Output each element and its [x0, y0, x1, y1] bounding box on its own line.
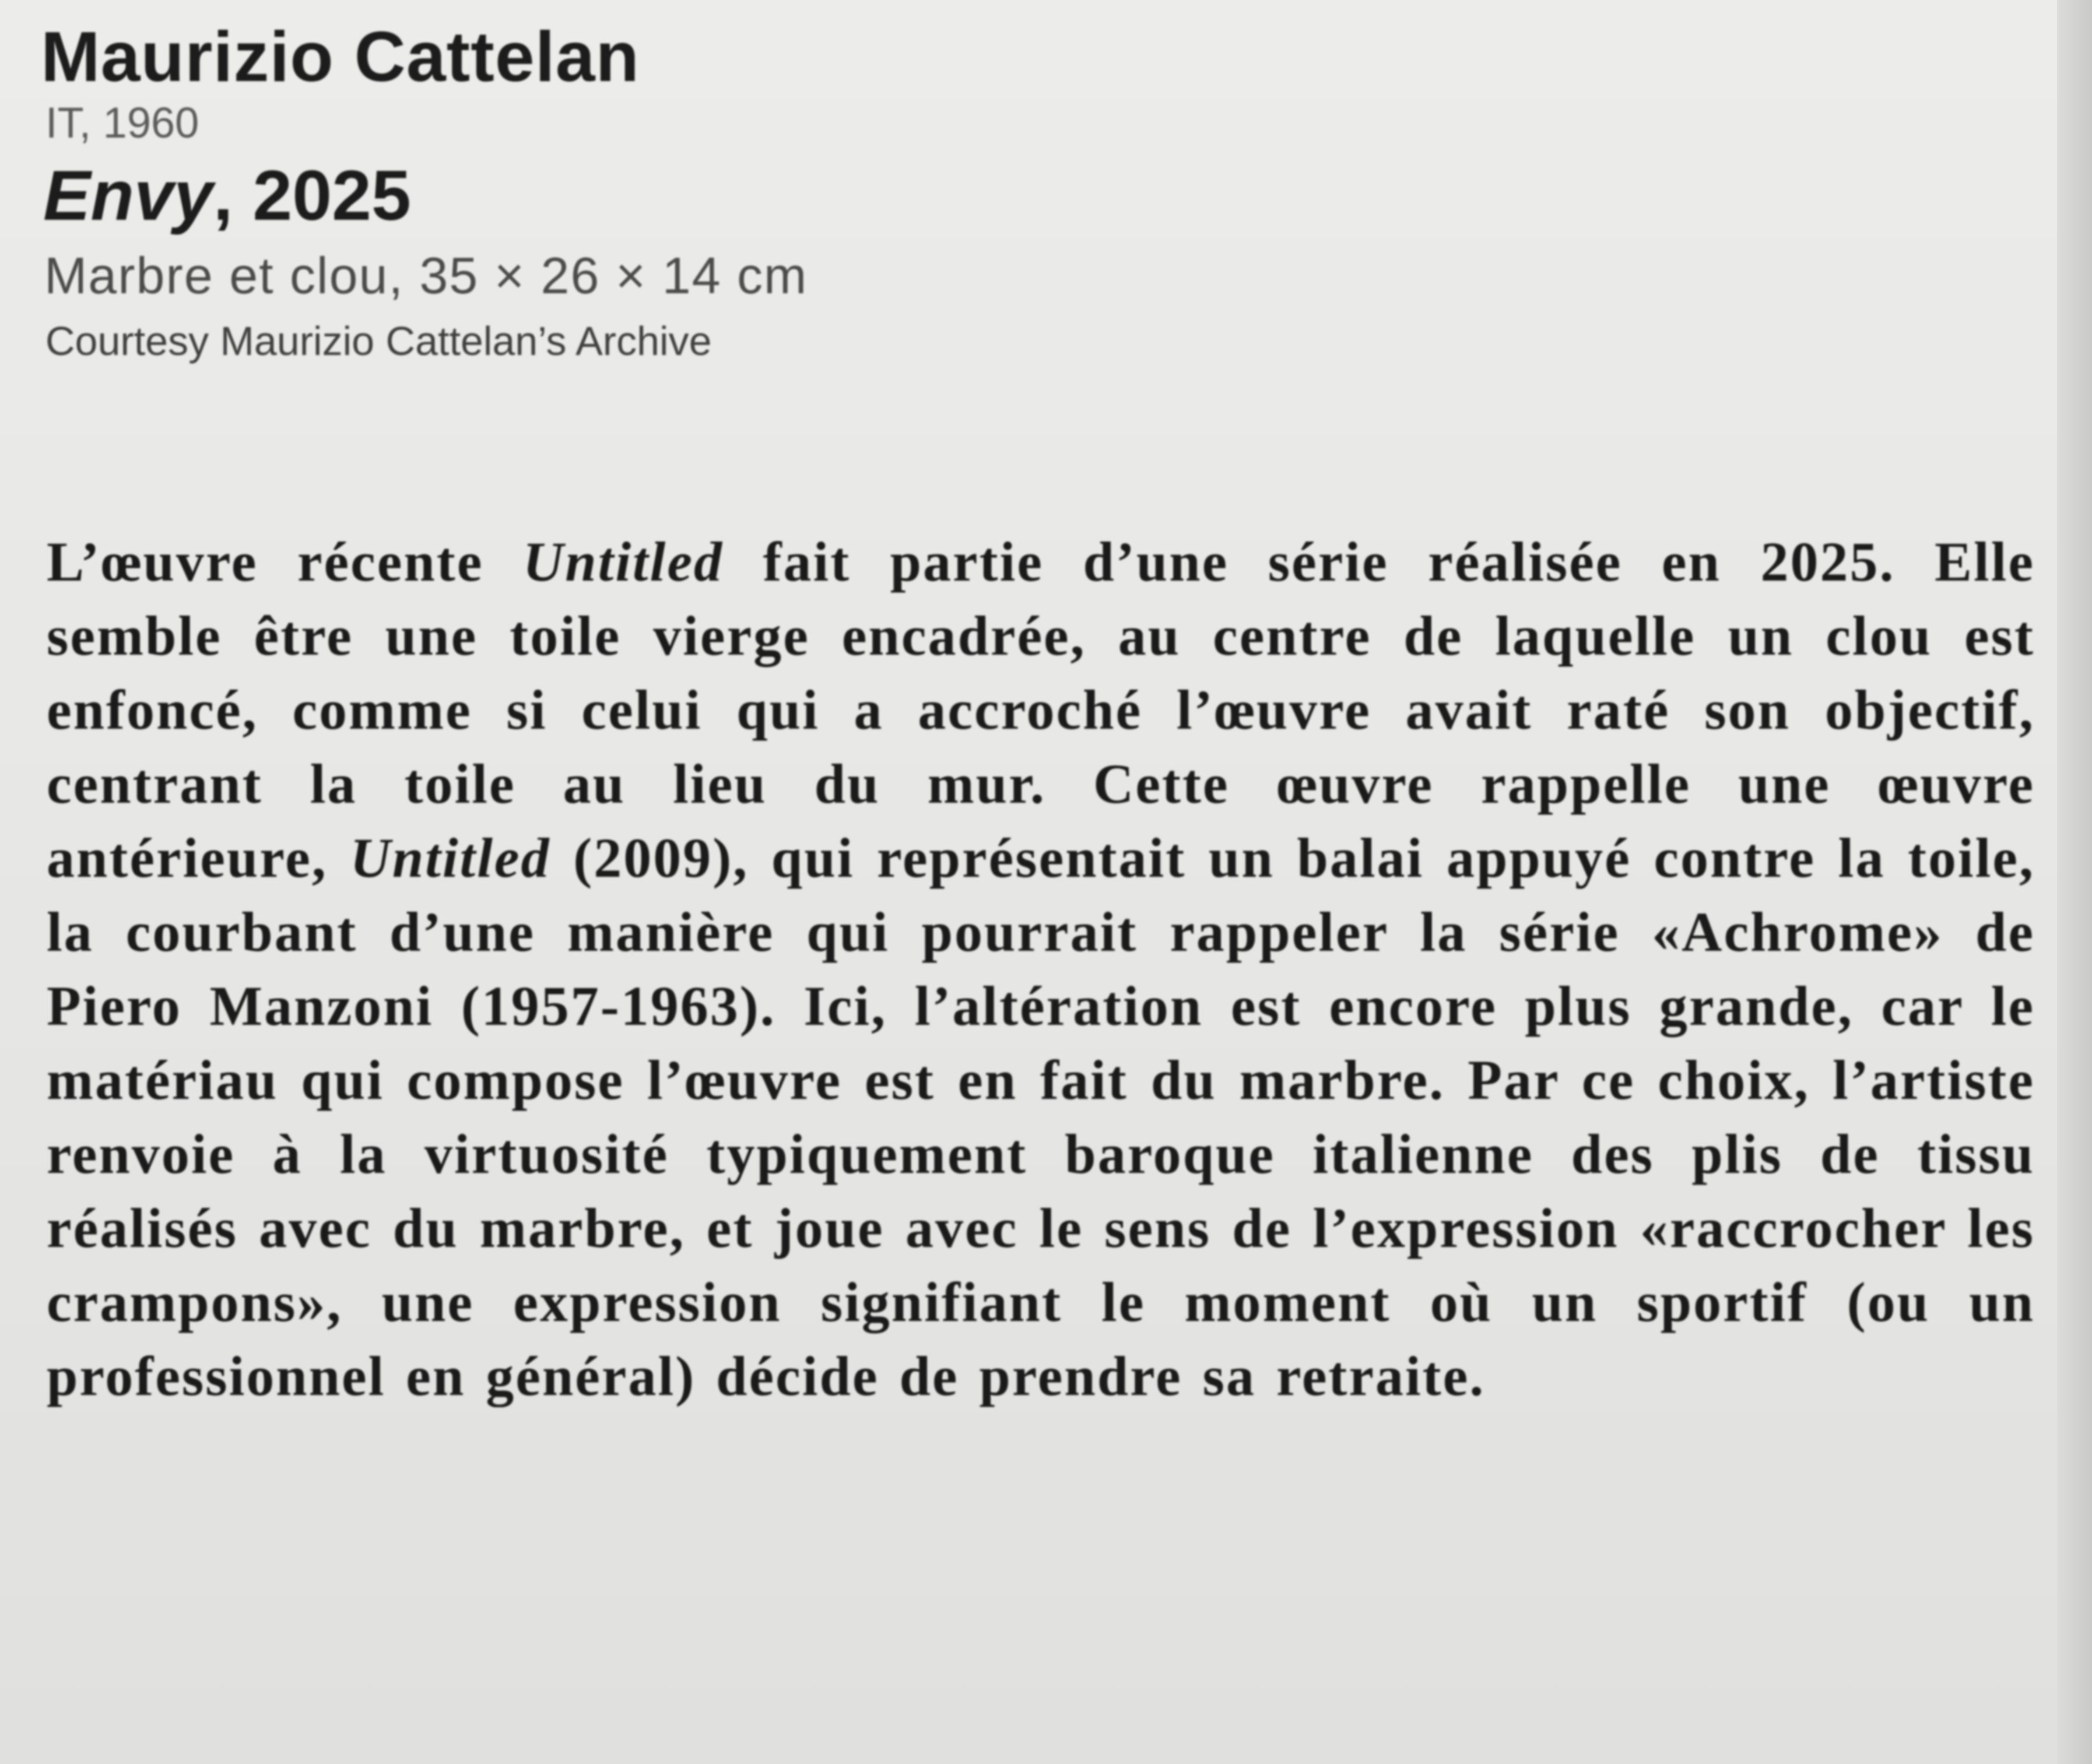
description-part-2: fait partie d’une série réalisée en 2025. Elle semble être une toile vierge encadrée, au centre de laquelle un clou est enfoncé, comme si celui qui a accroché l’œuvre avait raté son objectif, centrant la toile au lieu du mur. Cette œuvre rappelle une œuvre antérieure,: [47, 530, 2035, 889]
artist-name: Maurizio Cattelan: [41, 17, 640, 96]
artwork-description: [47, 525, 2035, 1413]
artist-origin: IT, 1960: [45, 99, 199, 147]
artwork-medium: Marbre et clou, 35 × 26 × 14 cm: [44, 246, 808, 304]
wall-label: [41, 17, 2047, 366]
artwork-courtesy: Courtesy Maurizio Cattelan’s Archive: [45, 318, 712, 364]
description-title-1: Untitled: [522, 530, 724, 593]
artwork-year: , 2025: [213, 156, 411, 236]
description-title-2: Untitled: [350, 827, 551, 889]
description-part-3: (2009), qui représentait un balai appuyé contre la toile, la courbant d’une manière qui pourrait rappeler la série «Achrome» de Piero Manzoni (1957-1963). Ici, l’altération est encore plus grande, car le matériau qui compose l’œuvre est en fait du marbre. Par ce choix, l’artiste renvoie à la virtuosité typiquement baroque italienne des plis de tissu réalisés avec du marbre, et joue avec le sens de l’expression «raccrocher les crampons», une expression signifiant le moment où un sportif (ou un professionnel en général) décide de prendre sa retraite.: [47, 827, 2035, 1407]
artwork-title: [43, 154, 2047, 236]
artwork-title-name: Envy: [43, 156, 213, 236]
wall-edge: [2057, 0, 2092, 1764]
description-part-1: L’œuvre récente: [47, 530, 523, 593]
